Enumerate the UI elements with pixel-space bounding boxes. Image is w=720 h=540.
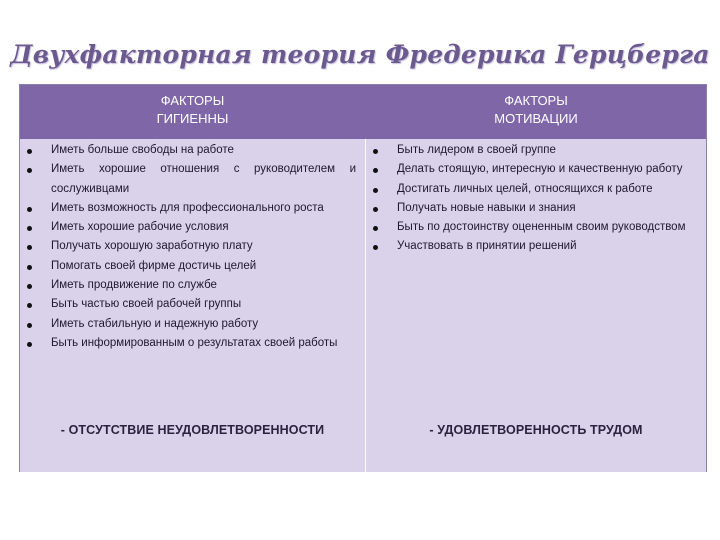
motivation-header-line2: МОТИВАЦИИ <box>494 111 578 126</box>
hygiene-factor-item-text: Помогать своей фирме достичь целей <box>51 259 257 272</box>
motivation-factor-item <box>366 180 701 199</box>
bullet-icon <box>27 342 32 347</box>
motivation-factor-item-text: Делать стоящую, интересную и качественную работу <box>397 163 683 176</box>
motivation-header-line1: ФАКТОРЫ <box>504 93 568 108</box>
hygiene-factor-item-text: Иметь стабильную и надежную работу <box>51 317 259 330</box>
factors-table <box>19 84 707 472</box>
hygiene-header-line1: ФАКТОРЫ <box>160 93 225 108</box>
motivation-factor-item <box>366 160 701 179</box>
bullet-icon <box>27 207 32 212</box>
hygiene-factor-item-text: Иметь хорошие отношения с руководителем и сослуживцами <box>51 163 356 195</box>
motivation-factor-item <box>366 199 701 218</box>
motivation-factor-item <box>366 237 701 256</box>
hygiene-factor-item-text: Иметь хорошие рабочие условия <box>51 221 229 234</box>
hygiene-factor-item-text: Быть информированным о результатах своей работы <box>51 336 338 349</box>
slide-title: Двухфакторная теория Фредерика Герцберга <box>10 40 710 69</box>
hygiene-factor-item <box>20 218 356 237</box>
motivation-factor-item-text: Получать новые навыки и знания <box>397 201 576 214</box>
motivation-result: - УДОВЛЕТВОРЕННОСТЬ ТРУДОМ <box>429 423 643 437</box>
motivation-header <box>365 92 707 136</box>
hygiene-factor-item-text: Получать хорошую заработную плату <box>51 240 253 253</box>
bullet-icon <box>373 207 378 212</box>
bullet-icon <box>27 284 32 289</box>
motivation-factor-item-text: Быть лидером в своей группе <box>397 144 556 156</box>
hygiene-factor-item-text: Иметь продвижение по службе <box>51 279 217 292</box>
bullet-icon <box>373 245 378 250</box>
bullet-icon <box>373 149 378 154</box>
hygiene-factor-item <box>20 237 356 256</box>
motivation-factors-list <box>366 141 701 257</box>
bullet-icon <box>27 323 32 328</box>
table-header <box>20 85 706 139</box>
hygiene-factor-item <box>20 334 356 353</box>
hygiene-factor-item <box>20 315 356 334</box>
motivation-factor-item <box>366 218 701 237</box>
hygiene-factor-item <box>20 199 356 218</box>
hygiene-header <box>20 92 365 136</box>
bullet-icon <box>27 149 32 154</box>
hygiene-factor-item-text: Иметь больше свободы на работе <box>51 144 234 156</box>
hygiene-header-line2: ГИГИЕННЫ <box>156 111 229 126</box>
bullet-icon <box>27 265 32 270</box>
bullet-icon <box>373 226 378 231</box>
motivation-factor-item <box>366 141 701 160</box>
motivation-factor-item-text: Участвовать в принятии решений <box>397 240 577 253</box>
motivation-factor-item-text: Быть по достоинству оцененным своим руководством <box>397 221 686 234</box>
hygiene-factors-list <box>20 141 356 353</box>
hygiene-factor-item <box>20 276 356 295</box>
hygiene-factor-item <box>20 295 356 314</box>
hygiene-factor-item <box>20 160 356 199</box>
bullet-icon <box>373 188 378 193</box>
bullet-icon <box>27 245 32 250</box>
bullet-icon <box>27 168 32 173</box>
bullet-icon <box>27 226 32 231</box>
bullet-icon <box>27 303 32 308</box>
hygiene-factor-item-text: Иметь возможность для профессионального роста <box>51 201 324 214</box>
hygiene-factor-item-text: Быть частью своей рабочей группы <box>51 298 242 311</box>
motivation-factor-item-text: Достигать личных целей, относящихся к работе <box>397 182 653 195</box>
hygiene-factor-item <box>20 257 356 276</box>
hygiene-factor-item <box>20 141 356 160</box>
hygiene-result: - ОТСУТСТВИЕ НЕУДОВЛЕТВОРЕННОСТИ <box>60 423 325 437</box>
bullet-icon <box>373 168 378 173</box>
